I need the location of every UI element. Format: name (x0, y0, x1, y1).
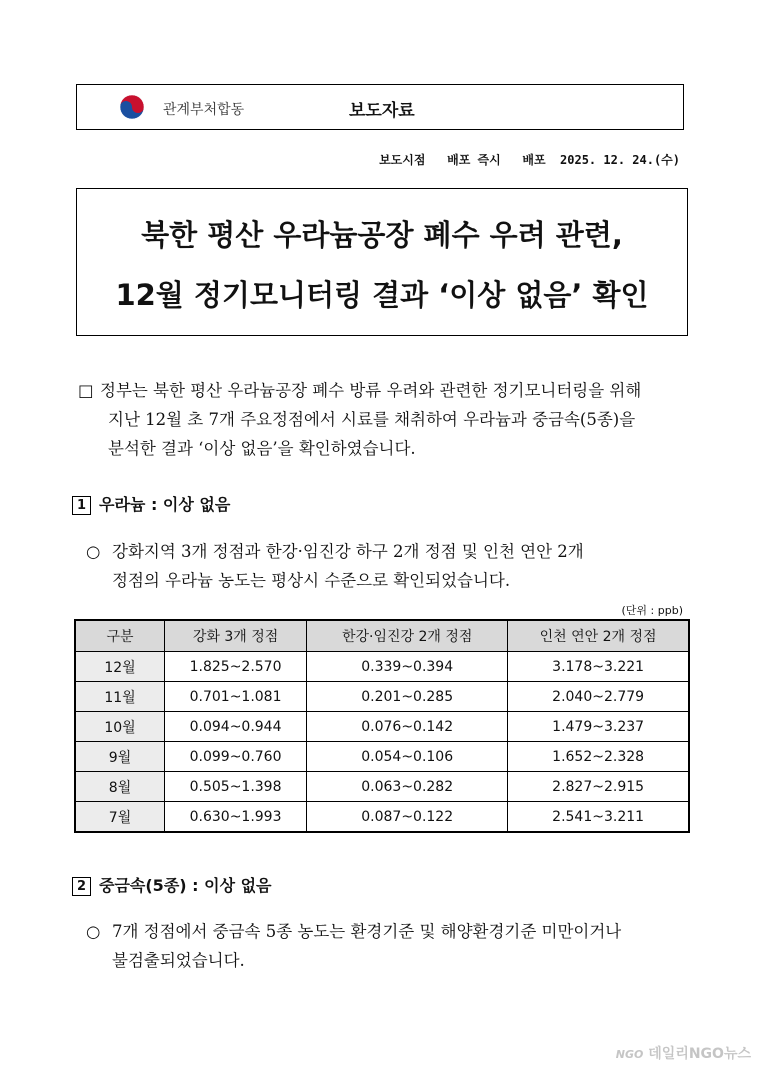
header-category: 구분 (75, 620, 165, 652)
title-line-2: 12월 정기모니터링 결과 ‘이상 없음’ 확인 (115, 278, 649, 312)
table-cell-value: 0.201~0.285 (307, 682, 508, 712)
circle-bullet-icon: ○ (86, 922, 101, 941)
table-cell-value: 0.063~0.282 (307, 772, 508, 802)
title-box (76, 188, 688, 336)
table-cell-month: 12월 (75, 652, 165, 682)
table-cell-value: 0.630~1.993 (165, 802, 307, 833)
taegeuk-emblem-icon (119, 94, 145, 120)
header-ganghwa: 강화 3개 정점 (165, 620, 307, 652)
table-row (75, 682, 689, 712)
table-cell-value: 3.178~3.221 (508, 652, 689, 682)
section-2-heading (72, 873, 272, 896)
uranium-table (74, 619, 690, 833)
header-incheon: 인천 연안 2개 정점 (508, 620, 689, 652)
table-header-row (75, 620, 689, 652)
table-cell-value: 1.652~2.328 (508, 742, 689, 772)
title-line-1: 북한 평산 우라늄공장 폐수 우려 관련, (141, 218, 623, 252)
section-1-title: 우라늄 : 이상 없음 (99, 495, 231, 514)
section-1-line-2: 정점의 우라늄 농도는 평상시 수준으로 확인되었습니다. (112, 571, 511, 590)
table-cell-value: 1.479~3.237 (508, 712, 689, 742)
watermark-text: 데일리NGO뉴스 (648, 1046, 751, 1062)
table-cell-month: 8월 (75, 772, 165, 802)
press-release-label: 보도자료 (349, 101, 415, 121)
watermark-logo: NGO (615, 1048, 644, 1061)
section-2-line-2: 불검출되었습니다. (112, 951, 245, 970)
section-1-number: 1 (72, 496, 91, 515)
section-1-paragraph (86, 537, 696, 595)
intro-line-2: 지난 12월 초 7개 주요정점에서 시료를 채취하여 우라늄과 중금속(5종)을 (108, 410, 636, 429)
agency-name: 관계부처합동 (163, 102, 245, 118)
intro-paragraph (78, 376, 694, 463)
section-2-title: 중금속(5종) : 이상 없음 (99, 876, 272, 895)
table-cell-value: 2.541~3.211 (508, 802, 689, 833)
unit-label: (단위 : ppb) (621, 604, 683, 617)
table-cell-value: 1.825~2.570 (165, 652, 307, 682)
section-2-paragraph (86, 917, 696, 975)
table-cell-value: 2.040~2.779 (508, 682, 689, 712)
table-cell-value: 0.339~0.394 (307, 652, 508, 682)
table-cell-value: 0.087~0.122 (307, 802, 508, 833)
table-cell-value: 0.099~0.760 (165, 742, 307, 772)
table-cell-value: 0.054~0.106 (307, 742, 508, 772)
table-cell-value: 0.076~0.142 (307, 712, 508, 742)
intro-line-3: 분석한 결과 ‘이상 없음’을 확인하였습니다. (108, 439, 416, 458)
release-meta: 보도시점 배포 즉시 배포 2025. 12. 24.(수) (379, 153, 680, 167)
section-2-line-1: 7개 정점에서 중금속 5종 농도는 환경기준 및 해양환경기준 미만이거나 (112, 922, 622, 941)
section-1-heading (72, 492, 230, 515)
watermark (616, 1043, 751, 1063)
section-1-line-1: 강화지역 3개 정점과 한강·임진강 하구 2개 정점 및 인천 연안 2개 (112, 542, 584, 561)
table-cell-value: 0.701~1.081 (165, 682, 307, 712)
circle-bullet-icon: ○ (86, 542, 101, 561)
intro-line-1: 정부는 북한 평산 우라늄공장 폐수 방류 우려와 관련한 정기모니터링을 위해 (100, 381, 642, 400)
table-row (75, 772, 689, 802)
section-2-number: 2 (72, 877, 91, 896)
table-cell-month: 7월 (75, 802, 165, 833)
header-hangang-imjin: 한강·임진강 2개 정점 (307, 620, 508, 652)
table-row (75, 712, 689, 742)
table-row (75, 652, 689, 682)
square-bullet-icon: □ (78, 381, 94, 400)
table-cell-month: 9월 (75, 742, 165, 772)
table-row (75, 742, 689, 772)
table-row (75, 802, 689, 833)
table-cell-month: 10월 (75, 712, 165, 742)
press-header-box (76, 84, 684, 130)
table-cell-value: 0.094~0.944 (165, 712, 307, 742)
table-cell-month: 11월 (75, 682, 165, 712)
table-cell-value: 0.505~1.398 (165, 772, 307, 802)
table-cell-value: 2.827~2.915 (508, 772, 689, 802)
